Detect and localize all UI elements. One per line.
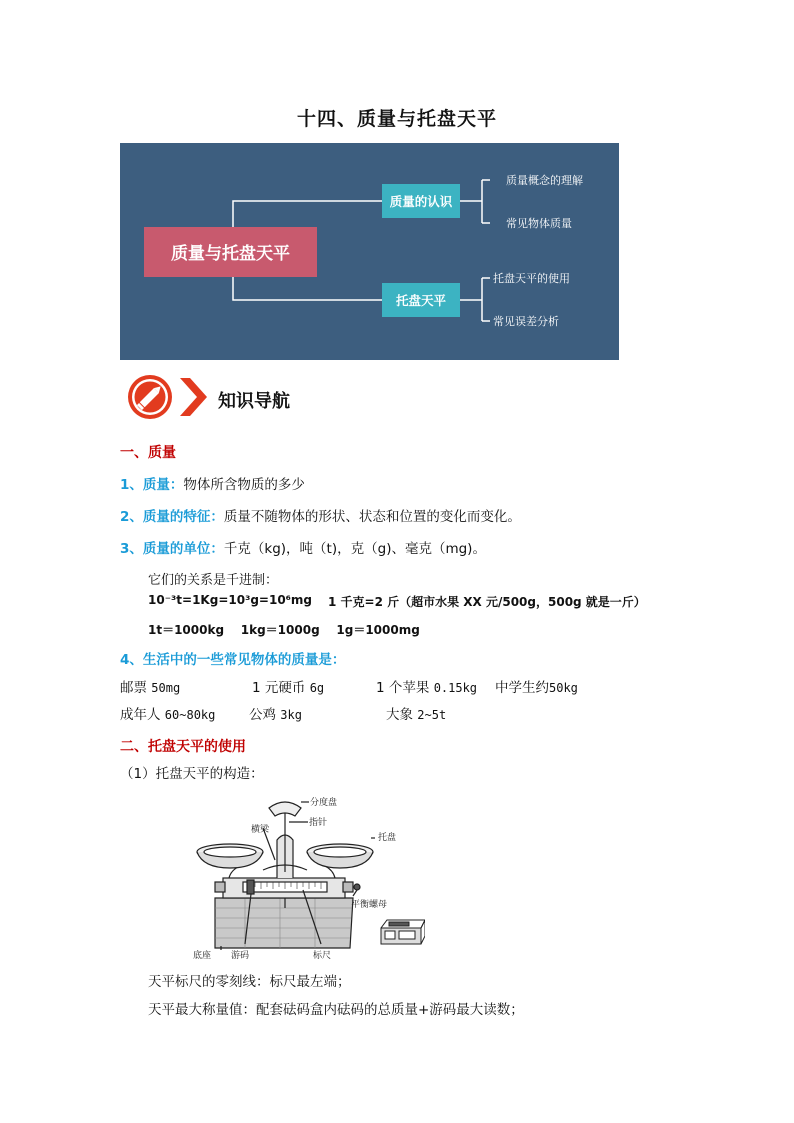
mind-map-root: 质量与托盘天平 <box>171 244 290 264</box>
chevron-right-icon <box>180 378 207 416</box>
common-mass: 成年人 60~80kg <box>120 707 216 723</box>
list-item: 2、质量的特征：质量不随物体的形状、状态和位置的变化而变化。 <box>120 509 521 525</box>
common-mass: 公鸡 3kg <box>249 707 302 723</box>
section-heading: 二、托盘天平的使用 <box>120 739 246 755</box>
relation-intro: 它们的关系是千进制： <box>148 573 279 588</box>
label-scale-dial: 分度盘 <box>310 798 338 808</box>
label-beam: 横梁 <box>251 825 270 835</box>
unit-relation: 1t＝1000kg 1kg＝1000g 1g＝1000mg <box>148 623 420 637</box>
label-ruler: 标尺 <box>313 951 332 960</box>
balance-diagram <box>185 790 425 960</box>
base-shape <box>215 898 353 948</box>
unit-relation: 1 千克=2 斤（超市水果 XX 元/500g，500g 就是一斤） <box>328 595 646 609</box>
page-title: 十四、质量与托盘天平 <box>296 108 497 130</box>
pencil-icon <box>125 374 210 420</box>
common-mass: 邮票 50mg <box>120 680 181 696</box>
common-mass: 1 元硬币 6g <box>252 680 325 696</box>
common-mass: 大象 2~5t <box>386 707 447 723</box>
mind-map-leaf: 质量概念的理解 <box>506 174 583 187</box>
label-base: 底座 <box>193 951 212 960</box>
mind-map-leaf: 常见物体质量 <box>506 217 572 230</box>
label-pointer: 指针 <box>309 818 328 828</box>
max-capacity-note: 天平最大称量值：配套砝码盒内砝码的总质量+游码最大读数； <box>148 1002 524 1018</box>
subheading: （1）托盘天平的构造： <box>120 766 264 782</box>
label-pan: 托盘 <box>378 833 397 843</box>
common-mass: 1 个苹果 0.15kg <box>376 680 478 696</box>
mind-map-branch-label: 质量的认识 <box>389 194 453 209</box>
section-heading: 一、质量 <box>120 445 176 461</box>
list-item: 1、质量：物体所含物质的多少 <box>120 477 305 493</box>
section-nav-title: 知识导航 <box>218 391 290 412</box>
weight-box <box>381 920 425 944</box>
list-item: 4、生活中的一些常见物体的质量是： <box>120 652 346 668</box>
common-mass: 中学生约50kg <box>495 680 578 696</box>
mind-map-leaf: 常见误差分析 <box>493 315 559 328</box>
unit-relation: 10⁻³t=1Kg=10³g=10⁶mg <box>148 593 313 607</box>
mind-map <box>120 143 619 360</box>
mind-map-branch-label: 托盘天平 <box>395 293 447 308</box>
label-rider: 游码 <box>231 951 250 960</box>
list-item: 3、质量的单位：千克（kg)，吨（t)，克（g)、毫克（mg)。 <box>120 541 486 557</box>
mind-map-leaf: 托盘天平的使用 <box>493 272 570 285</box>
label-balance-nut: 平衡螺母 <box>351 900 388 910</box>
zero-line-note: 天平标尺的零刻线：标尺最左端； <box>148 974 351 990</box>
rider-shape <box>247 880 254 894</box>
